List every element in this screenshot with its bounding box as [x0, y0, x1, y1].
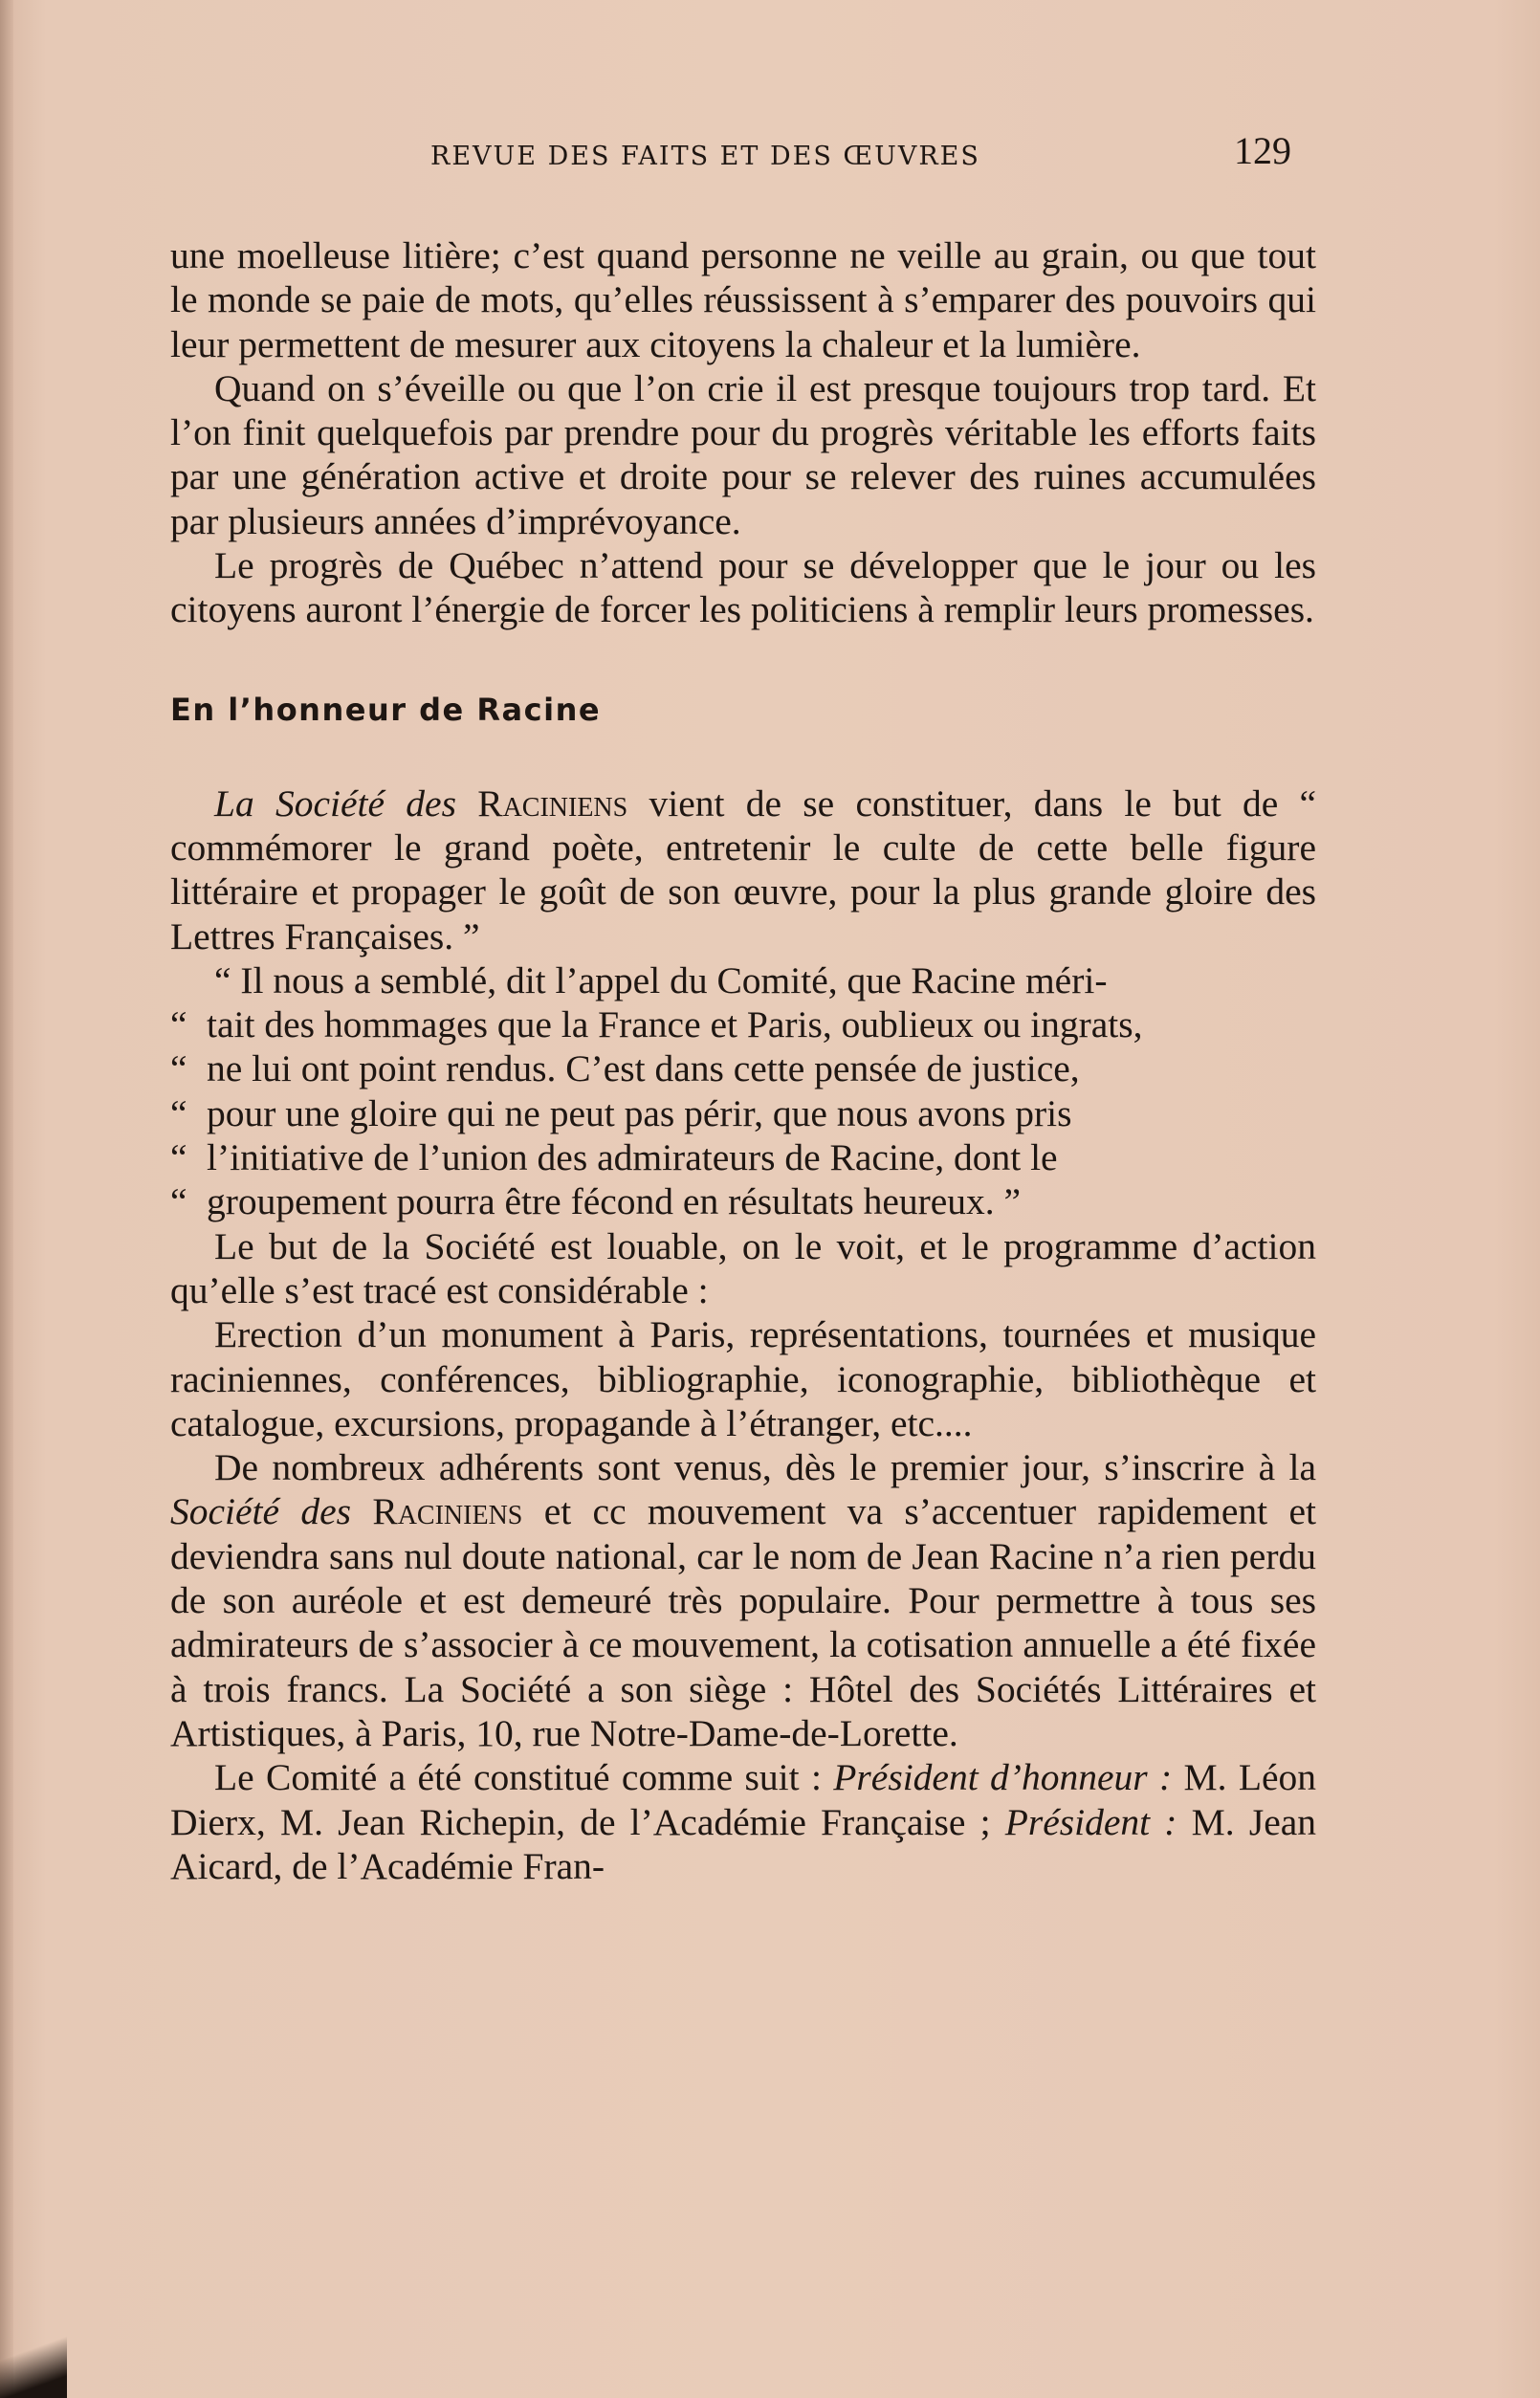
running-title: REVUE DES FAITS ET DES ŒUVRES: [430, 142, 980, 171]
paragraph-4: [170, 781, 1316, 958]
page-number: 129: [1234, 129, 1291, 172]
paragraph-3: Le progrès de Québec n’attend pour se développer que le jour ou les citoyens auront l’énergie de forcer les politiciens à remplir leurs promesses.: [170, 544, 1316, 631]
paragraph-4-text: vient de se constituer, dans le but de “ commémorer le grand poète, entretenir le culte de cette belle figure littéraire et propager le goût de son œuvre, pour la plus grande gloire des Lettres Françaises. ”: [170, 781, 1317, 957]
president-label: Président :: [1004, 1800, 1177, 1843]
paragraph-1: une moelleuse litière; c’est quand personne ne veille au grain, ou que tout le monde se paie de mots, qu’elles réussissent à s’emparer des pouvoirs qui leur permettent de mesurer aux citoyens la chaleur et la lumière.: [170, 234, 1316, 365]
paragraph-7-start: De nombreux adhérents sont venus, dès le premier jour, s’inscrire à la: [214, 1446, 1316, 1489]
quote-line-text: ne lui ont point rendus. C’est dans cette pensée de justice,: [207, 1047, 1080, 1090]
quote-line-text: tait des hommages que la France et Paris, oublieux ou ingrats,: [207, 1003, 1143, 1046]
quote-mark: “: [170, 1047, 187, 1090]
committee-quote: [170, 958, 1316, 1224]
paragraph-8-end: M. Jean Aicard, de l’Académie Fran-: [170, 1800, 1317, 1887]
quote-mark: “: [170, 1003, 187, 1046]
paragraph-5: Le but de la Société est louable, on le voit, et le programme d’action qu’elle s’est tracé est considérable :: [170, 1224, 1316, 1311]
article-body: [170, 233, 1316, 1888]
quote-line-text: pour une gloire qui ne peut pas périr, que nous avons pris: [207, 1091, 1072, 1134]
quote-line-text: l’initiative de l’union des admirateurs de Racine, dont le: [207, 1136, 1058, 1179]
quote-line: [170, 1091, 1316, 1135]
quote-line: [170, 1046, 1316, 1090]
quote-line: [170, 1135, 1316, 1179]
paragraph-8-mid: M. Léon Dierx, M. Jean Richepin, de l’Académie Française ;: [170, 1756, 1316, 1843]
quote-mark: “: [170, 1136, 187, 1179]
paragraph-6: Erection d’un monument à Paris, représentations, tournées et musique raciniennes, conférences, bibliographie, iconographie, bibliothèque et catalogue, excursions, propagande à l’étranger, etc....: [170, 1313, 1316, 1444]
society-name-smallcaps: Raciniens: [477, 781, 628, 825]
quote-line: [170, 1179, 1316, 1223]
corner-shadow: [0, 2334, 67, 2398]
quote-line: [170, 1002, 1316, 1046]
society-name-italic: La Société des: [214, 781, 456, 825]
page-header: [172, 124, 1330, 182]
paragraph-2: Quand on s’éveille ou que l’on crie il est presque toujours trop tard. Et l’on finit quelquefois par prendre pour du progrès véritable les efforts faits par une génération active et droite pour se relever des ruines accumulées par plusieurs années d’imprévoyance.: [170, 366, 1316, 542]
quote-line-text: groupement pourra être fécond en résultats heureux. ”: [207, 1180, 1022, 1223]
paragraph-7: [170, 1445, 1316, 1755]
quote-mark: “: [170, 1091, 187, 1134]
book-spine-edge: [0, 0, 13, 2398]
honorary-president-label: Président d’honneur :: [833, 1756, 1173, 1799]
paragraph-8: [170, 1755, 1316, 1888]
paragraph-7-text: et cc mouvement va s’accentuer rapidement et deviendra sans nul doute national, car le nom de Jean Racine n’a rien perdu de son auréole et est demeuré très populaire. Pour permettre à tous ses admirateurs de s’associer à ce mouvement, la cotisation annuelle a été fixée à trois francs. La Société a son siège : Hôtel des Sociétés Littéraires et Artistiques, à Paris, 10, rue Notre-Dame-de-Lorette.: [170, 1490, 1316, 1754]
society-name-italic: Société des: [170, 1490, 352, 1533]
society-name-smallcaps: Raciniens: [372, 1490, 523, 1533]
section-heading: En l’honneur de Racine: [170, 691, 602, 728]
quote-mark: “: [170, 1180, 187, 1223]
quote-line: “ Il nous a semblé, dit l’appel du Comité, que Racine méri-: [214, 958, 1108, 1001]
paragraph-8-start: Le Comité a été constitué comme suit :: [214, 1756, 822, 1799]
